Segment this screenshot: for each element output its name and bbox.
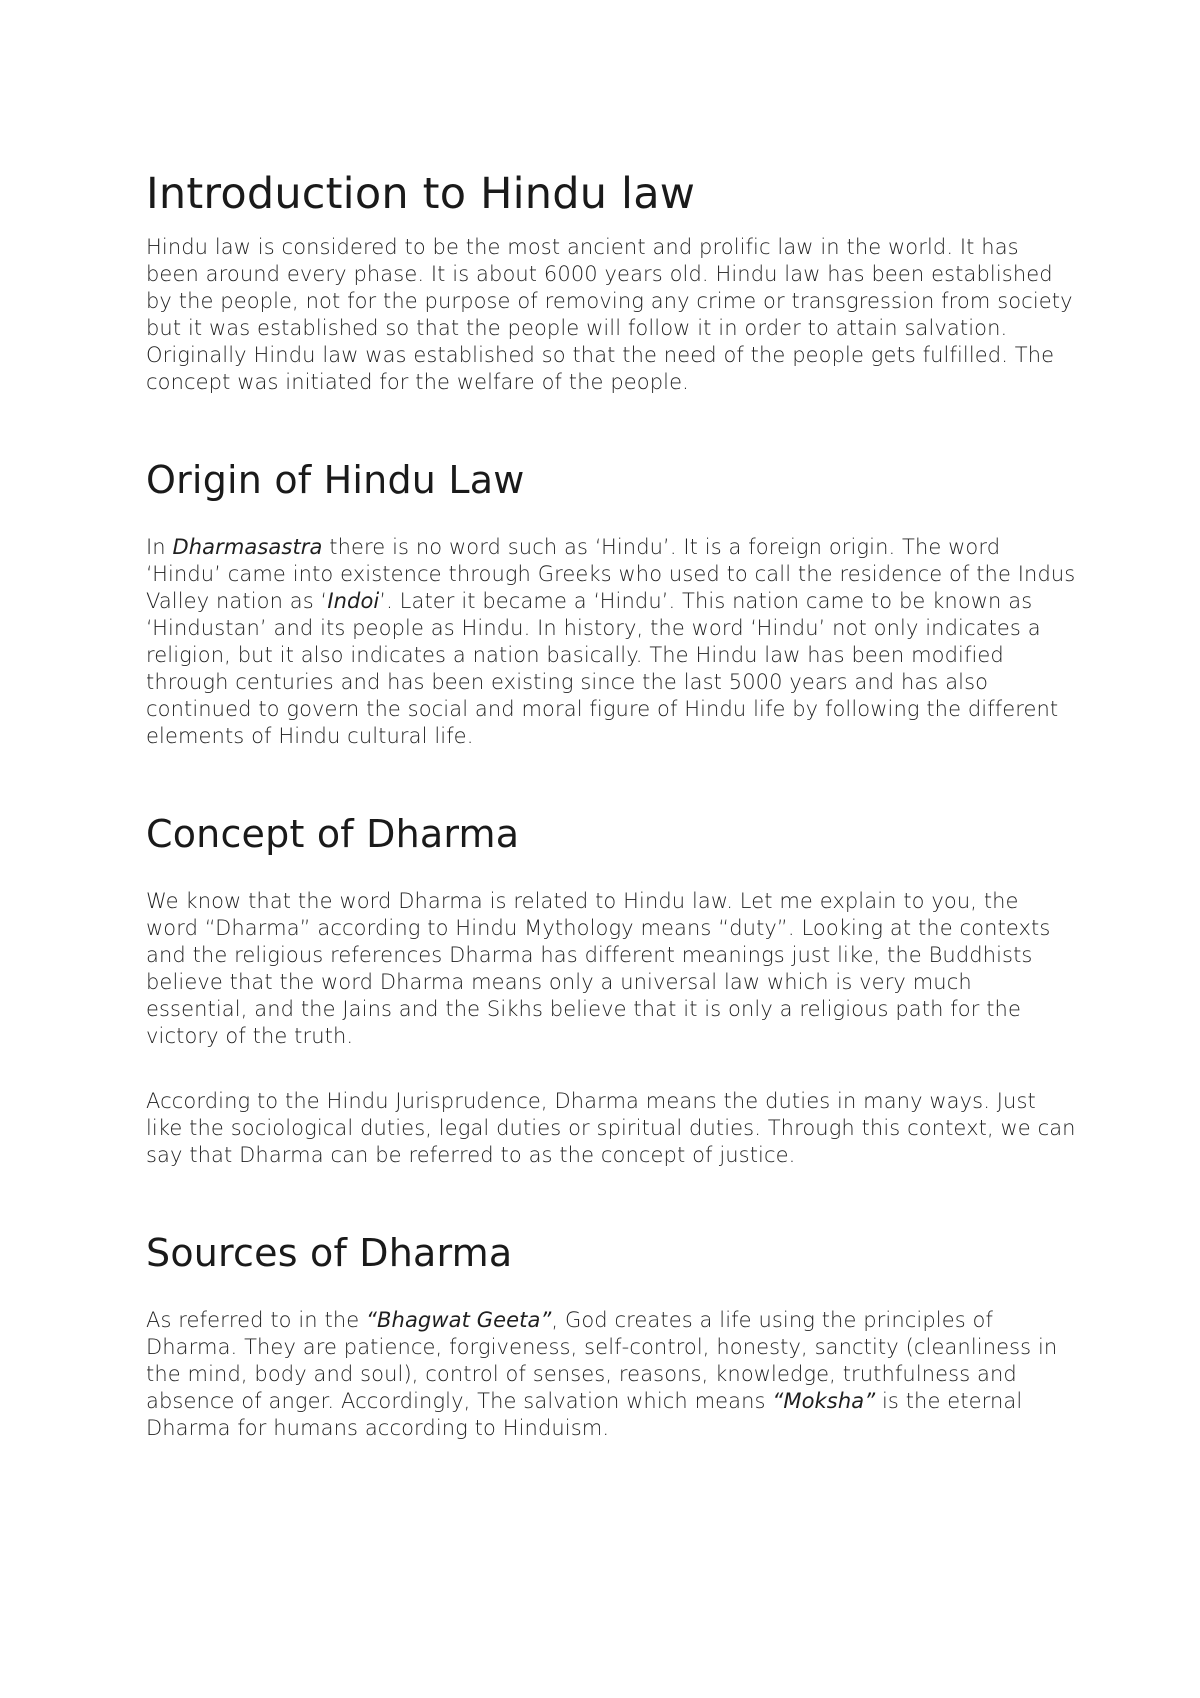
text-run: ’. Later it became a ‘Hindu’. This nation came to be known as ‘Hindustan’ and its people as Hindu. In history, the word ‘Hindu’ not only indicates a religion, but it also indicates a nation basically. The Hindu law has been modified through centuries and has been existing since the last 5000 years and has also continued to govern the social and moral figure of Hindu life by following the different elements of Hindu cultural life. — [146, 589, 1059, 748]
heading-introduction: Introduction to Hindu law — [146, 169, 696, 219]
paragraph-introduction: Hindu law is considered to be the most ancient and prolific law in the world. It has been around every phase. It is about 6000 years old. Hindu law has been established by the people, not for the purpose of removing any crime or transgression from society but it was established so that the people will follow it in order to attain salvation. Originally Hindu law was established so that the need of the people gets fulfilled. The concept was initiated for the welfare of the people. — [146, 235, 1073, 394]
paragraph-origin — [146, 534, 1076, 750]
text-run: , God creates a life using the principles of Dharma. They are patience, forgiveness, self-control, honesty, sanctity (cleanliness in the mind, body and soul), control of senses, reasons, knowledge, truthfulness and absence of anger. Accordingly, The salvation which means — [146, 1308, 1058, 1413]
text-run: In — [146, 535, 173, 559]
heading-origin: Origin of Hindu Law — [146, 458, 525, 502]
paragraph-concept-2: According to the Hindu Jurisprudence, Dharma means the duties in many ways. Just like the sociological duties, legal duties or spiritual duties. Through this context, we can say that Dharma can be referred to as the concept of justice. — [146, 1089, 1076, 1167]
paragraph-concept-1: We know that the word Dharma is related to Hindu law. Let me explain to you, the word “Dharma” according to Hindu Mythology means “duty”. Looking at the contexts and the religious references Dharma has different meanings just like, the Buddhists believe that the word Dharma means only a universal law which is very much essential, and the Jains and the Sikhs believe that it is only a religious path for the victory of the truth. — [146, 889, 1051, 1048]
text-run: there is no word such as ‘Hindu’. It is a foreign origin. The word ‘Hindu’ came into existence through Greeks who used to call the residence of the Indus Valley nation as ‘ — [146, 535, 1076, 613]
heading-concept-of-dharma: Concept of Dharma — [146, 812, 520, 856]
italic-term-dharmasastra: Dharmasastra — [172, 535, 323, 559]
heading-sources-of-dharma: Sources of Dharma — [146, 1231, 513, 1275]
italic-term-indoi: Indoi — [327, 589, 380, 613]
text-run: is the eternal Dharma for humans according to Hinduism. — [146, 1389, 1023, 1440]
paragraph-sources — [146, 1307, 1076, 1442]
document-page — [146, 166, 1076, 1442]
italic-term-bhagwat-geeta: “Bhagwat Geeta” — [366, 1308, 552, 1332]
text-run: As referred to in the — [146, 1308, 367, 1332]
italic-term-moksha: “Moksha” — [772, 1389, 876, 1413]
